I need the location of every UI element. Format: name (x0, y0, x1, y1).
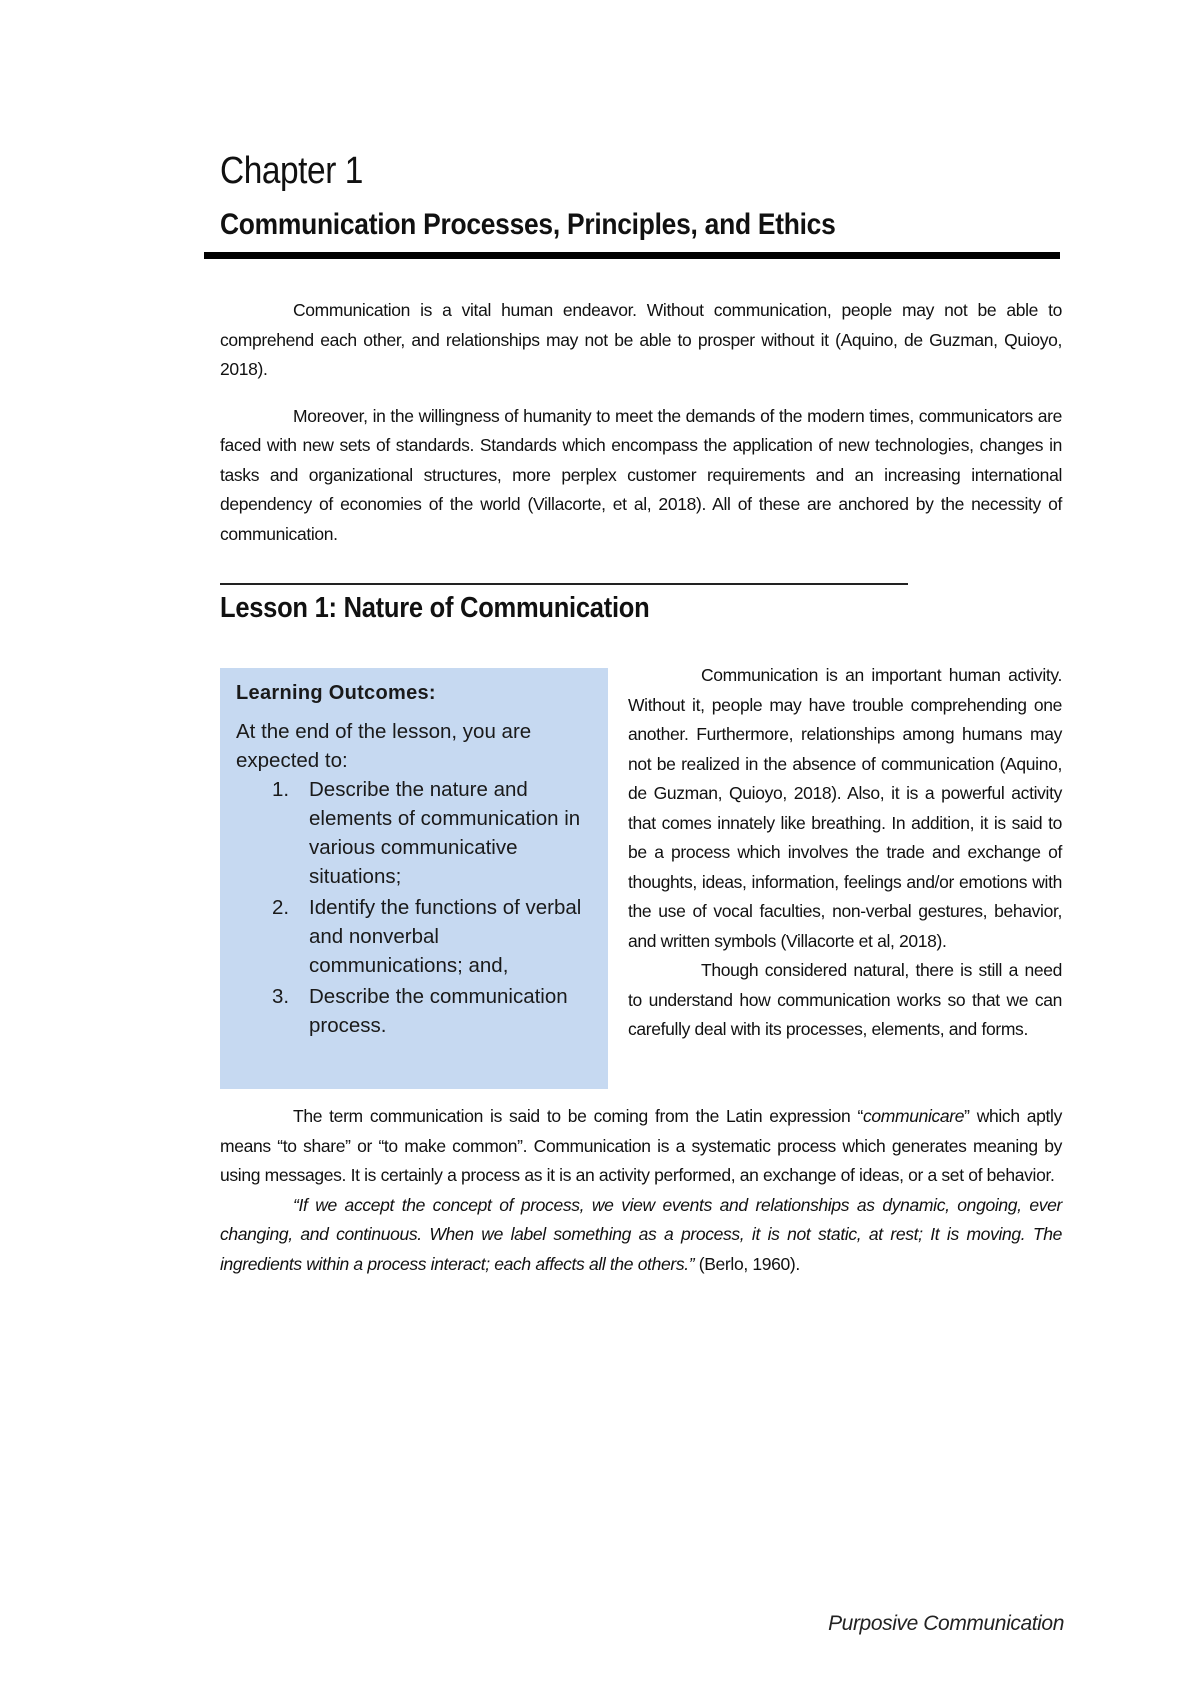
list-item (236, 893, 592, 980)
list-item-text: Describe the nature and elements of communication in various communicative situations; (309, 778, 581, 888)
list-item-text: Identify the functions of verbal and nonverbal communications; and, (309, 896, 582, 977)
lesson-paragraph-1: Communication is an important human activity. Without it, people may have trouble comprehending one another. Furthermore, relationships among humans may not be realized in the absence of communication (Aquino, de Guzman, Quioyo, 2018). Also, it is a powerful activity that comes innately like breathing. In addition, it is said to be a process which involves the trade and exchange of thoughts, ideas, information, feelings and/or emotions with the use of vocal faculties, non-verbal gestures, behavior, and written symbols (Villacorte et al, 2018). (628, 665, 1062, 951)
etymology-text-start: The term communication is said to be coming from the Latin expression “ (293, 1106, 863, 1126)
list-item (236, 982, 592, 1040)
page-footer: Purposive Communication (828, 1612, 1064, 1635)
list-item (236, 775, 592, 891)
learning-outcomes-box (220, 668, 608, 1089)
intro-paragraph-1: Communication is a vital human endeavor. Without communication, people may not be able to comprehend each other, and relationships may not be able to prosper without it (Aquino, de Guzman, Quioyo, 2018). (220, 300, 1062, 379)
lesson-paragraph-2: Though considered natural, there is still a need to understand how communication works so that we can carefully deal with its processes, elements, and forms. (628, 960, 1062, 1039)
list-item-number: 1. (272, 778, 290, 801)
berlo-citation: (Berlo, 1960). (694, 1253, 800, 1274)
etymology-paragraph (220, 1102, 1062, 1191)
list-item-text: Describe the communication process. (309, 985, 568, 1037)
intro-paragraph-2: Moreover, in the willingness of humanity to meet the demands of the modern times, communicators are faced with new sets of standards. Standards which encompass the application of new technologies, changes in tasks and organizational structures, more perplex customer requirements and an increasing international dependency of economies of the world (Villacorte, et al, 2018). All of these are anchored by the necessity of communication. (220, 405, 1062, 544)
chapter-subtitle: Communication Processes, Principles, and Ethics (220, 208, 836, 241)
list-item-number: 2. (272, 896, 290, 919)
etymology-text-end: ” which aptly means “to share” or “to make common”. Communication is a systematic process which generates meaning by using messages. It is certainly a process as it is an activity performed, an exchange of ideas, or a set of behavior. (220, 1106, 1062, 1185)
lesson-right-column (628, 661, 1062, 1045)
berlo-quote-paragraph (220, 1191, 1062, 1280)
learning-outcomes-heading: Learning Outcomes: (236, 682, 436, 704)
latin-term: communicare (862, 1106, 965, 1126)
chapter-divider (204, 252, 1060, 259)
lesson-title: Lesson 1: Nature of Communication (220, 592, 650, 624)
section-divider (220, 583, 908, 585)
lesson-lower-section (220, 1102, 1062, 1279)
list-item-number: 3. (272, 985, 290, 1008)
chapter-title: Chapter 1 (220, 150, 363, 192)
learning-outcomes-intro: At the end of the lesson, you are expected to: (236, 720, 532, 772)
learning-outcomes-list (236, 775, 592, 1040)
intro-section (220, 296, 1062, 549)
berlo-quote: “If we accept the concept of process, we view events and relationships as dynamic, ongoing, ever changing, and continuous. When we label something as a process, it is not static, at rest; It is moving. The ingredients within a process interact; each affects all the others.” (220, 1194, 1062, 1274)
